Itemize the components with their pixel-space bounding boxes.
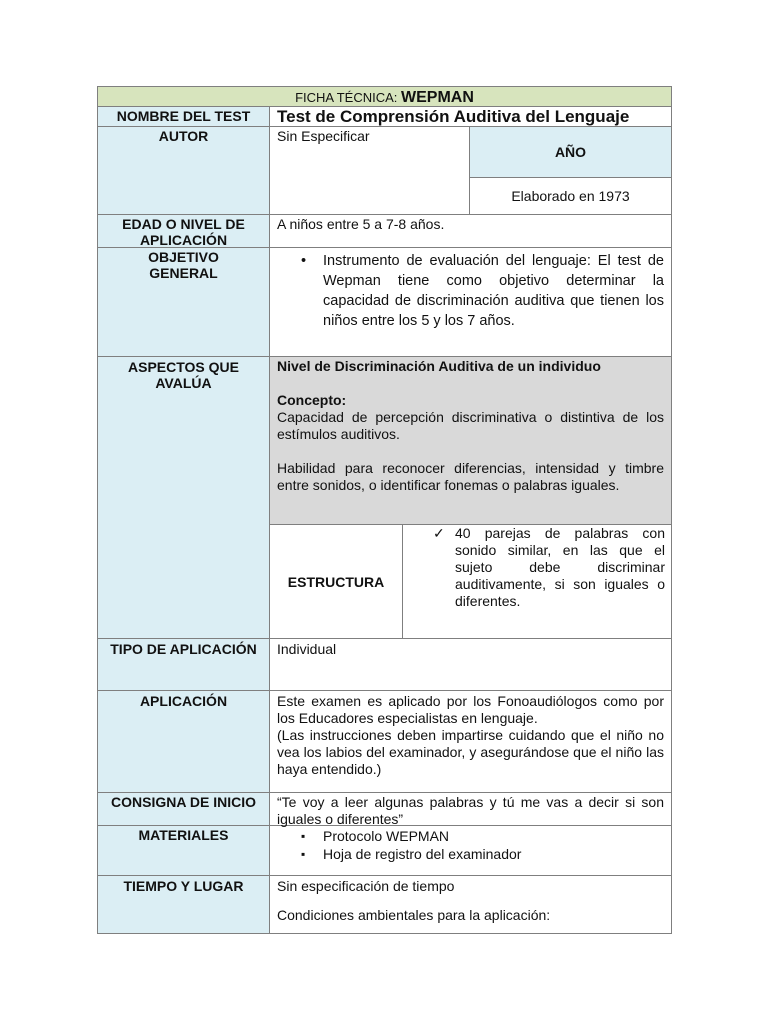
- value-tiempo-1: Sin especificación de tiempo: [277, 878, 455, 894]
- row-aspectos: [97, 357, 672, 639]
- materiales-item: ▪ Hoja de registro del examinador: [323, 845, 664, 863]
- technical-sheet-table: [97, 86, 672, 934]
- value-tipo: Individual: [277, 641, 337, 657]
- value-aplicacion-2: (Las instrucciones deben impartirse cuidando que el niño no vea los labios del examinador, y asegurándose que el niño las haya entendido.): [277, 727, 664, 777]
- concept-label: Concepto:: [277, 392, 347, 408]
- row-autor: [97, 127, 672, 215]
- label-tipo: TIPO DE APLICACIÓN: [98, 639, 270, 690]
- label-nombre: NOMBRE DEL TEST: [98, 107, 270, 126]
- value-autor: Sin Especificar: [270, 127, 470, 214]
- label-aspectos: ASPECTOS QUE AVALÚA: [98, 357, 270, 638]
- value-edad: A niños entre 5 a 7-8 años.: [277, 216, 445, 232]
- label-anio: AÑO: [470, 127, 671, 178]
- label-edad: EDAD O NIVEL DE APLICACIÓN: [98, 215, 270, 247]
- label-objetivo: OBJETIVO GENERAL: [98, 248, 270, 356]
- value-tiempo-2: Condiciones ambientales para la aplicación:: [277, 907, 551, 923]
- header-test-name: WEPMAN: [401, 89, 474, 106]
- row-consigna: [97, 793, 672, 826]
- anio-cell: [470, 127, 671, 214]
- value-nombre: Test de Comprensión Auditiva del Lenguaje: [277, 107, 630, 126]
- value-consigna: “Te voy a leer algunas palabras y tú me vas a decir si son iguales o diferentes”: [277, 794, 664, 827]
- row-edad: [97, 215, 672, 248]
- aspectos-description: [270, 357, 671, 525]
- label-materiales: MATERIALES: [98, 826, 270, 875]
- label-estructura: ESTRUCTURA: [270, 525, 403, 638]
- header-prefix: FICHA TÉCNICA:: [295, 90, 402, 105]
- skill-text: Habilidad para reconocer diferencias, intensidad y timbre entre sonidos, o identificar fonemas o palabras iguales.: [277, 460, 664, 493]
- aspectos-heading: Nivel de Discriminación Auditiva de un individuo: [277, 358, 601, 374]
- estructura-cell: [270, 525, 671, 638]
- label-consigna: CONSIGNA DE INICIO: [98, 793, 270, 825]
- row-tiempo: [97, 876, 672, 934]
- materiales-item: ▪ Protocolo WEPMAN: [323, 827, 664, 845]
- label-autor: AUTOR: [98, 127, 270, 214]
- sheet-header: [97, 86, 672, 107]
- label-aplicacion: APLICACIÓN: [98, 691, 270, 792]
- row-objetivo: [97, 248, 672, 357]
- concept-text: Capacidad de percepción discriminativa o distintiva de los estímulos auditivos.: [277, 409, 664, 442]
- row-tipo: [97, 639, 672, 691]
- value-objetivo: • Instrumento de evaluación del lenguaje: El test de Wepman tiene como objetivo determinar la capacidad de discriminación auditiva que tienen los niños entre los 5 y los 7 años.: [323, 251, 664, 331]
- row-aplicacion: [97, 691, 672, 793]
- row-materiales: [97, 826, 672, 876]
- label-tiempo: TIEMPO Y LUGAR: [98, 876, 270, 933]
- estructura-text: 40 parejas de palabras con sonido similar, en las que el sujeto debe discriminar auditivamente, si son iguales o diferentes.: [455, 525, 665, 609]
- row-nombre: [97, 107, 672, 127]
- value-aplicacion-1: Este examen es aplicado por los Fonoaudiólogos como por los Educadores especialistas en lenguaje.: [277, 693, 664, 726]
- value-anio: Elaborado en 1973: [511, 188, 630, 204]
- checkmark-icon: ✓: [433, 525, 445, 541]
